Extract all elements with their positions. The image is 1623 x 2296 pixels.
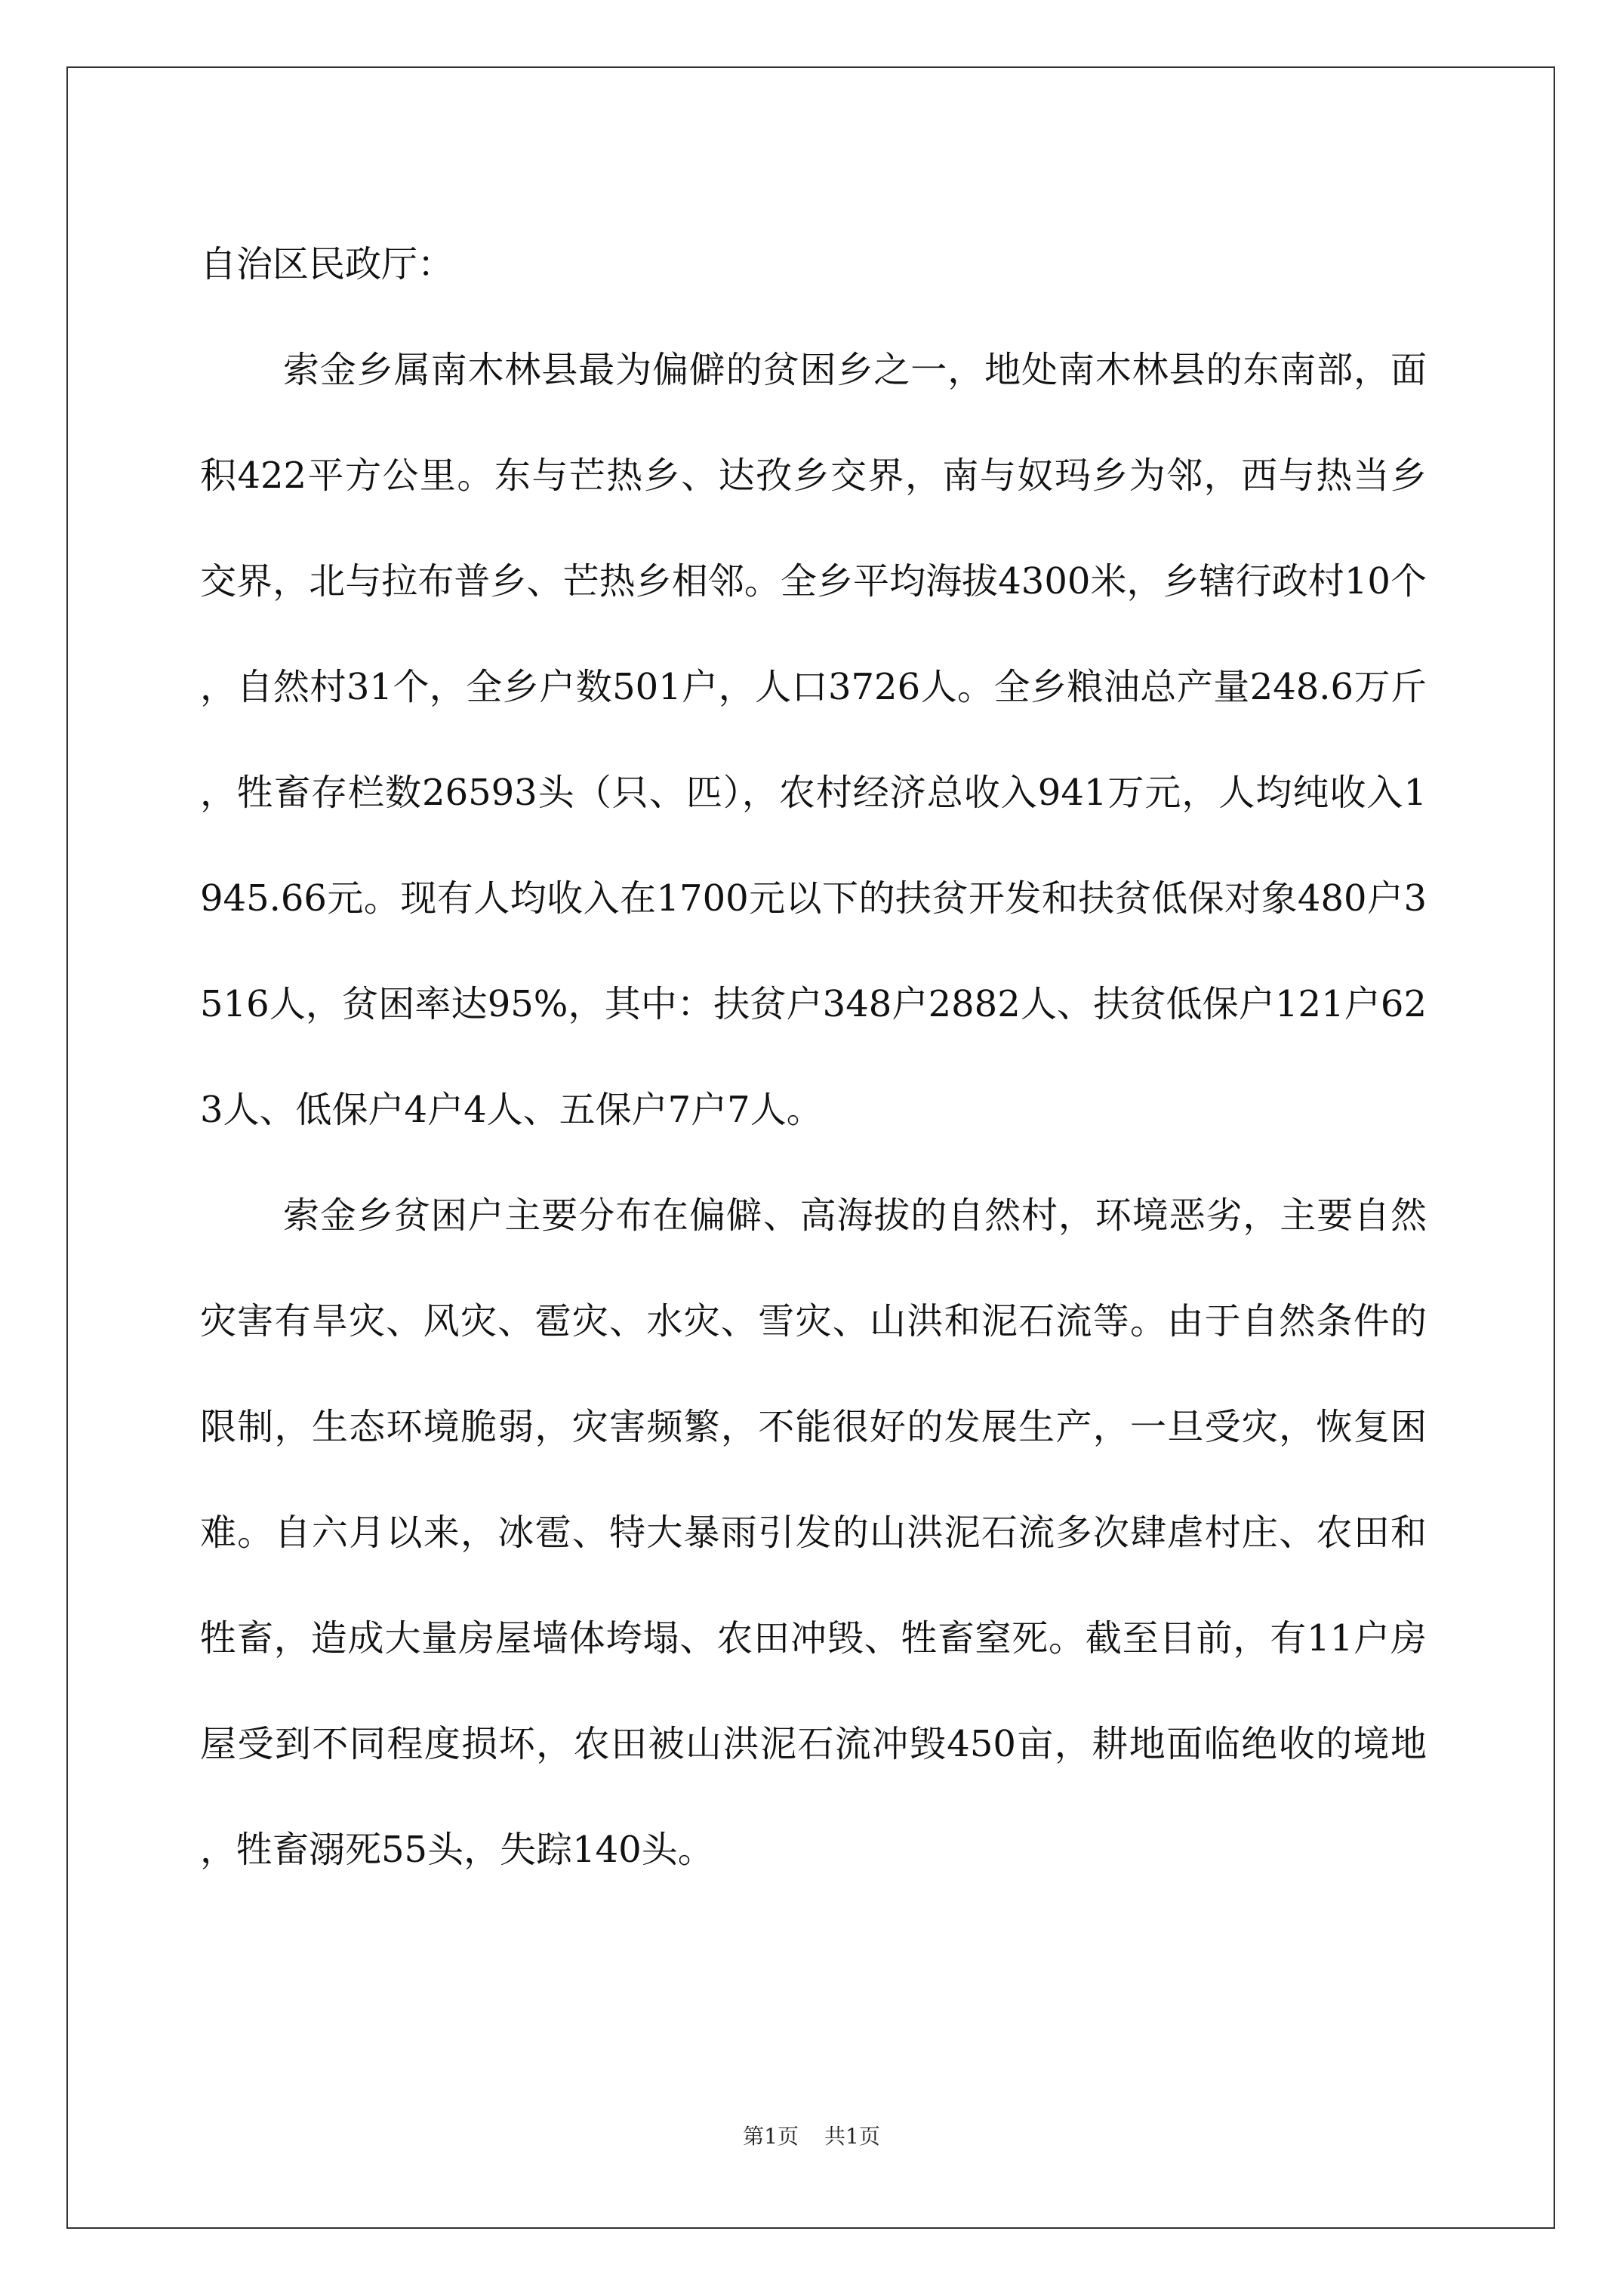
document-body	[200, 211, 1427, 1903]
salutation: 自治区民政厅：	[200, 243, 454, 285]
page-total: 共1页	[824, 2124, 880, 2149]
page-number: 第1页	[743, 2124, 799, 2149]
page-footer	[0, 2122, 1623, 2152]
paragraph-2: 索金乡贫困户主要分布在偏僻、高海拔的自然村，环境恶劣，主要自然灾害有旱灾、风灾、雹灾、水灾、雪灾、山洪和泥石流等。由于自然条件的限制，生态环境脆弱，灾害频繁，不能很好的发展生产，一旦受灾，恢复困难。自六月以来，冰雹、特大暴雨引发的山洪泥石流多次肆虐村庄、农田和牲畜，造成大量房屋墙体垮塌、农田冲毁、牲畜窒死。截至目前，有11户房屋受到不同程度损坏，农田被山洪泥石流冲毁450亩，耕地面临绝收的境地，牲畜溺死55头，失踪140头。	[200, 1194, 1427, 1871]
paragraph-1: 索金乡属南木林县最为偏僻的贫困乡之一，地处南木林县的东南部，面积422平方公里。东与芒热乡、达孜乡交界，南与奴玛乡为邻，西与热当乡交界，北与拉布普乡、芒热乡相邻。全乡平均海拔4300米，乡辖行政村10个，自然村31个，全乡户数501户，人口3726人。全乡粮油总产量248.6万斤，牲畜存栏数26593头（只、匹），农村经济总收入941万元，人均纯收入1945.66元。现有人均收入在1700元以下的扶贫开发和扶贫低保对象480户3516人，贫困率达95%，其中：扶贫户348户2882人、扶贫低保户121户623人、低保户4户4人、五保户7户7人。	[200, 349, 1427, 1131]
